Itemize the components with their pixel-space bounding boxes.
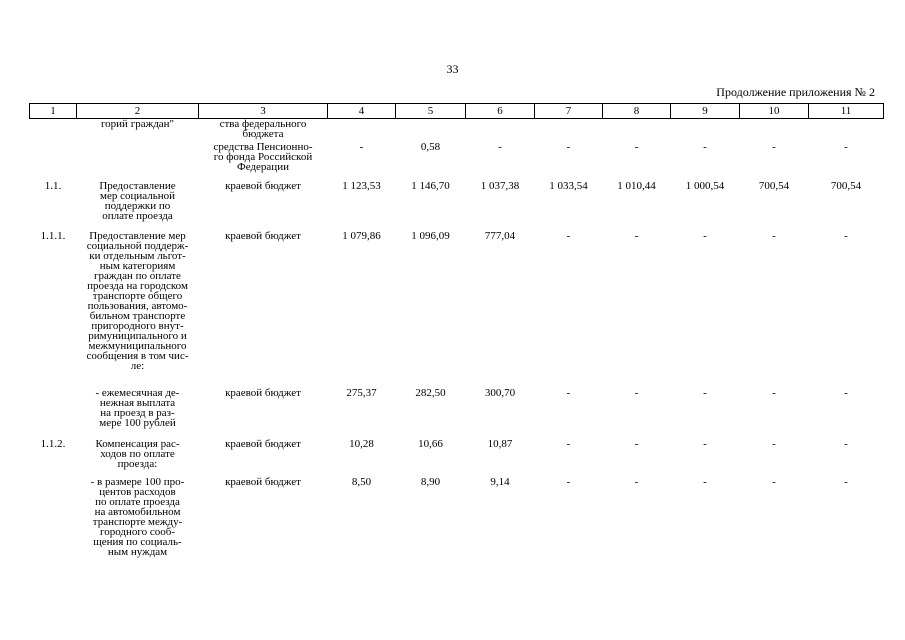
header-cell: 3 [199,104,328,119]
header-cell: 2 [77,104,199,119]
row-name [77,181,199,231]
row-source [199,388,328,439]
appendix-table [29,103,884,565]
row-value: - [844,140,848,153]
row-value: - [634,475,639,488]
row-value: - [844,386,848,399]
row-value: - [634,386,639,399]
row-value: - [772,386,776,399]
row-source-text: краевой бюджет [225,437,301,450]
row-value: - [844,229,848,242]
row-value [603,119,671,142]
table-row [30,119,884,142]
header-cell: 5 [396,104,466,119]
row-value: 1 000,54 [685,179,725,192]
row-value [740,119,809,142]
row-value [671,119,740,142]
row-number: 1.1.1. [40,229,66,242]
header-row [30,104,884,119]
row-name [77,477,199,565]
row-number: 1.1. [44,179,62,192]
row-value [328,119,396,142]
row-name-text: Предоставление мер социальной поддержки по оплате проезда [99,179,176,222]
row-name [77,439,199,477]
row-value: 1 033,54 [549,179,588,192]
row-value: 1 146,70 [411,179,450,192]
row-value [535,119,603,142]
header-cell: 8 [603,104,671,119]
row-source-text: краевой бюджет [225,229,301,242]
row-value: - [566,140,571,153]
row-value: 777,04 [484,229,516,242]
row-number [30,119,77,142]
row-value: - [703,475,707,488]
header-cell: 11 [809,104,884,119]
row-value: - [498,140,502,153]
row-number [30,477,77,565]
row-source-text: ства федерального бюджета [219,118,307,140]
row-name-text: Компенсация рас- ходов по оплате проезда: [95,437,180,470]
row-value: 1 037,38 [480,179,520,192]
row-value: - [566,475,571,488]
row-source [199,477,328,565]
row-value: - [772,140,776,153]
row-value: 1 123,53 [342,179,381,192]
row-value: 1 010,44 [617,179,656,192]
row-name [77,388,199,439]
row-value: 700,54 [830,179,862,192]
row-value [396,119,466,142]
row-source [199,439,328,477]
row-value: - [566,386,571,399]
row-source [199,231,328,388]
row-name-text: Предоставление мер социальной поддерж- ки отдельным льгот- ным категориям граждан по оплате проезда на городском транспорте общего пользования, автомо- бильном транспорте пригородного внут- римуниципального и межмуниципального сообщения в том чис- ле: [86,229,189,372]
table-row [30,388,884,439]
row-name [77,119,199,142]
continuation-label: Продолжение приложения № 2 [716,85,875,99]
row-value: - [359,140,364,153]
row-value: - [703,140,707,153]
row-name-text: горий граждан" [100,118,175,130]
row-value: - [566,437,571,450]
row-number [30,388,77,439]
row-source-text: краевой бюджет [225,179,301,192]
header-cell: 1 [30,104,77,119]
table-row [30,477,884,565]
header-cell: 4 [328,104,396,119]
row-value: 10,28 [349,437,374,450]
table-row [30,181,884,231]
row-number [30,142,77,181]
row-value: 1 096,09 [411,229,450,242]
row-source-text: краевой бюджет [225,386,301,399]
row-name [77,231,199,388]
row-source-text: средства Пенсионно- го фонда Российской Федерации [213,140,313,173]
row-source [199,119,328,142]
row-value: 700,54 [758,179,790,192]
row-value: - [772,229,776,242]
row-value: - [844,475,848,488]
row-source-text: краевой бюджет [225,475,301,488]
row-source [199,181,328,231]
table-row [30,231,884,388]
row-value [466,119,535,142]
row-value: - [844,437,848,450]
header-cell: 7 [535,104,603,119]
row-value: 300,70 [484,386,516,399]
row-name-text: - в размере 100 про- центов расходов по оплате проезда на автомобильном транспорте между- городного сооб- щения по социаль- ным нуждам [90,475,185,558]
row-value: - [703,386,707,399]
row-number: 1.1.2. [40,437,66,450]
row-value: 282,50 [415,386,446,399]
row-value: - [772,475,776,488]
header-cell: 9 [671,104,740,119]
page-number: 33 [446,62,459,76]
row-value: 1 079,86 [342,229,381,242]
row-value: 275,37 [346,386,377,399]
row-value [809,119,884,142]
row-value: - [634,229,639,242]
row-value: - [634,140,639,153]
row-value: 9,14 [490,475,510,488]
row-value: - [703,437,707,450]
row-value: 0,58 [420,140,441,153]
row-value: - [634,437,639,450]
row-value: 10,87 [487,437,513,450]
row-name [77,142,199,181]
row-value: - [703,229,707,242]
table-row [30,142,884,181]
row-value: 10,66 [418,437,443,450]
row-value: - [772,437,776,450]
row-source [199,142,328,181]
row-name-text: - ежемесячная де- нежная выплата на проезд в раз- мере 100 рублей [95,386,180,429]
table-row [30,439,884,477]
header-cell: 6 [466,104,535,119]
row-value: 8,50 [351,475,372,488]
row-value: - [566,229,571,242]
header-cell: 10 [740,104,809,119]
row-value: 8,90 [420,475,441,488]
